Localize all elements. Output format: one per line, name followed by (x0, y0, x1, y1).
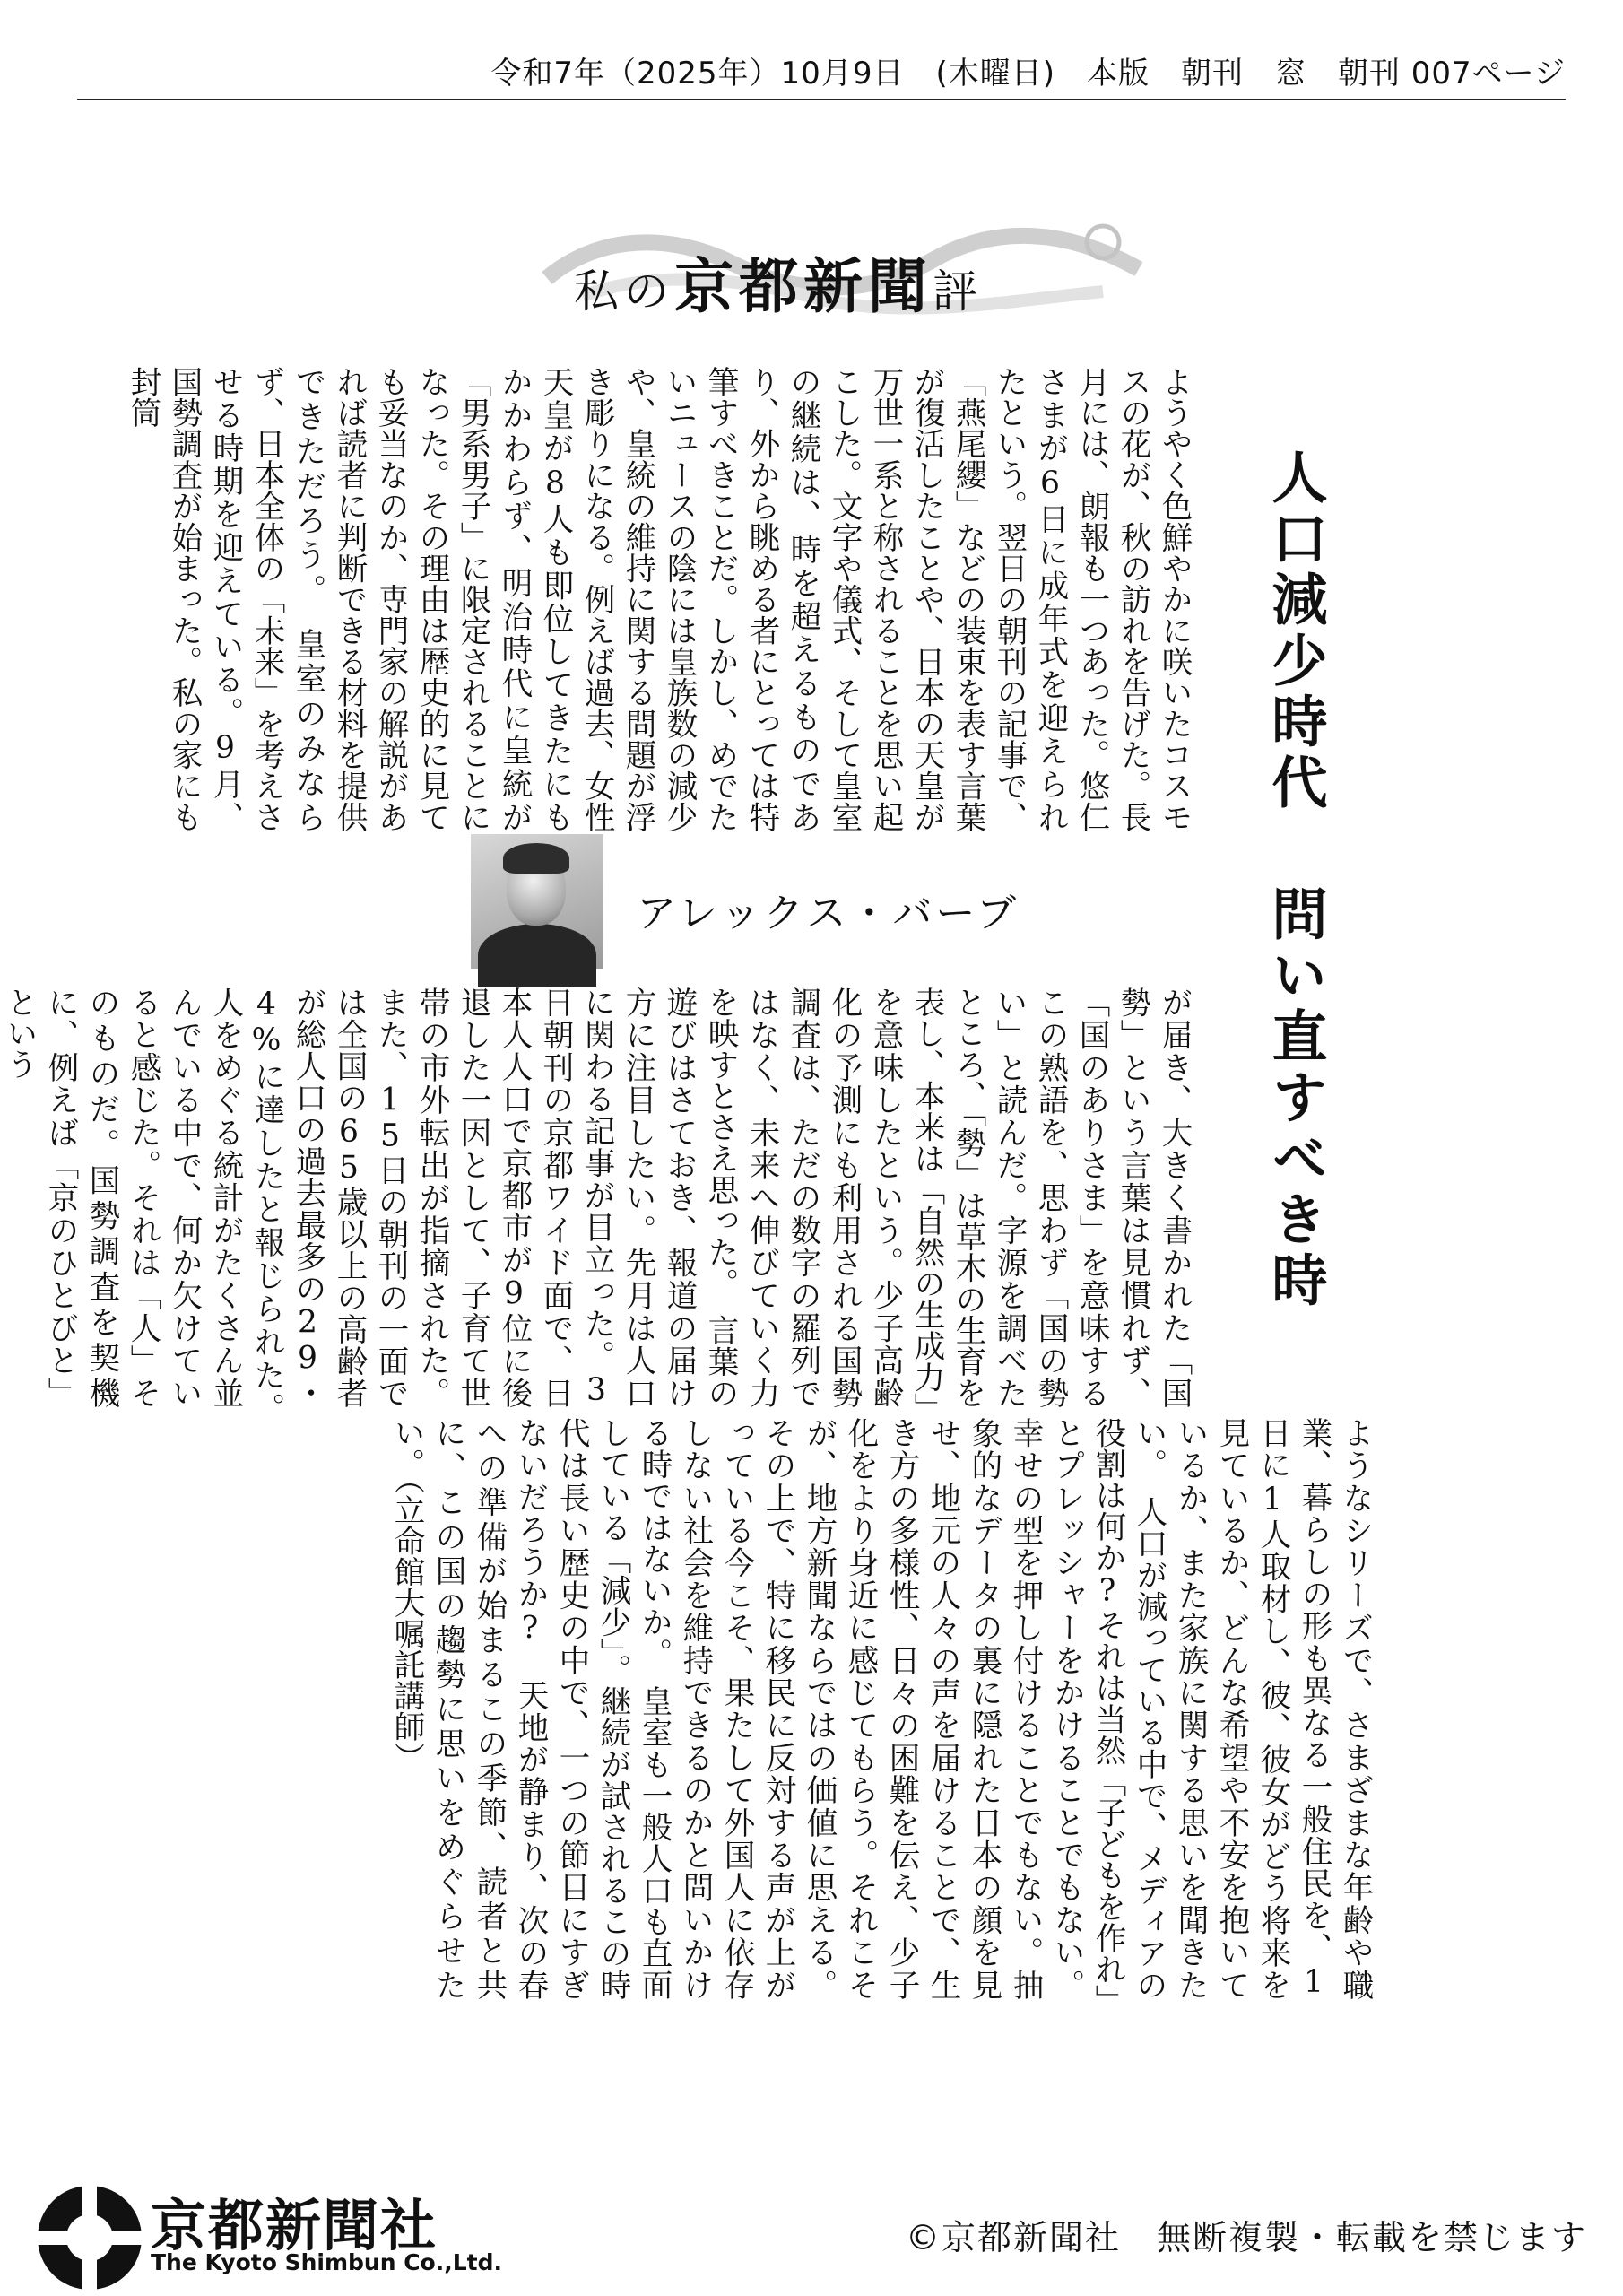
article-body-block-2: が届き、大きく書かれた「国勢」という言葉は見慣れず、「国のありさま」を意味するこの熟語を、思わず「国の勢い」と読んだ。字源を調べたところ、「勢」は草木の生育を表し、本来は「自然の生成力」を意味したという。少子高齢化の予測にも利用される国勢調査は、ただの数字の羅列ではなく、未来へ伸びていく力を映すとさえ思った。 言葉の遊びはさておき、報道の届け方に注目したい。先月は人口に関わる記事が目立った。3日朝刊の京都ワイド面で、日本人人口で京都市が9位に後退した一因として、子育て世帯の市外転出が指摘された。また、15日の朝刊の一面では全国の65歳以上の高齢者が総人口の過去最多の29・4%に達したと報じられた。 人をめぐる統計がたくさん並んでいる中で、何か欠けていると感じた。それは「人」そのものだ。国勢調査を契機に、例えば「京のひとびと」という (1, 987, 1192, 1439)
company-name: 京都新聞社 (151, 2193, 438, 2258)
column-title-prefix: 私の (574, 265, 674, 317)
article-body-block-3: ようなシリーズで、さまざまな年齢や職業、暮らしの形も異なる一般住民を、1日に1人取材し、彼、彼女がどう将来を見ているか、どんな希望や不安を抱いているか、また家族に関する思いを聞きたい。 人口が減っている中で、メディアの役割は何か?それは当然「子どもを作れ」とプレッシャーをかけることでもない。幸せの型を押し付けることでもない。抽象的なデータの裏に隠れた日本の顔を見せ、地元の人々の声を届けることで、生き方の多様性、日々の困難を伝え、少子化をより身近に感じてもらう。それこそが、地方新聞ならではの価値に思える。その上で、特に移民に反対する声が上がっている今こそ、果たして外国人に依存しない社会を維持できるのかと問いかける時ではないか。 皇室も一般人口も直面している「減少」。継続が試されるこの時代は長い歴史の中で、一つの節目にすぎないだろうか? 天地が静まり、次の春への準備が始まるこの季節、読者と共に、この国の趨勢に思いをめぐらせたい。（立命館大嘱託講師） (388, 1417, 1373, 2000)
headline: 人口減少時代 問い直すべき時 (1263, 448, 1328, 1312)
copyright-notice: ©京都新聞社 無断複製・転載を禁じます (906, 2218, 1588, 2257)
column-title-suffix: 評 (933, 265, 983, 317)
author-name: アレックス・バーブ (637, 891, 1020, 936)
author-photo (471, 834, 603, 969)
column-title (574, 239, 983, 324)
article-body-block-1: ようやく色鮮やかに咲いたコスモスの花が、秋の訪れを告げた。長月には、朗報も一つあった。悠仁さまが6日に成年式を迎えられたという。翌日の朝刊の記事で、「燕尾纓」などの装束を表す言葉が復活したことや、日本の天皇が万世一系と称されることを思い起こした。文字や儀式、そして皇室の継続は、時を超えるものであり、外から眺める者にとっては特筆すべきことだ。しかし、めでたいニュースの陰には皇族数の減少や、皇統の維持に関する問題が浮き彫りになる。例えば過去、女性天皇が8人も即位してきたにもかかわらず、明治時代に皇統が「男系男子」に限定されることになった。その理由は歴史的に見ても妥当なのか、専門家の解説があれば読者に判断できる材料を提供できただろう。 皇室のみならず、日本全体の「未来」を考えさせる時期を迎えている。9月、国勢調査が始まった。私の家にも封筒 (125, 366, 1192, 832)
column-title-main: 京都新聞 (674, 251, 933, 321)
company-name-english: The Kyoto Shimbun Co.,Ltd. (151, 2249, 502, 2275)
page-header: 令和7年（2025年）10月9日 (木曜日) 本版 朝刊 窓 朝刊 007ページ (490, 56, 1566, 91)
header-divider (77, 99, 1566, 100)
kyoto-shimbun-logo-icon (27, 2179, 152, 2296)
